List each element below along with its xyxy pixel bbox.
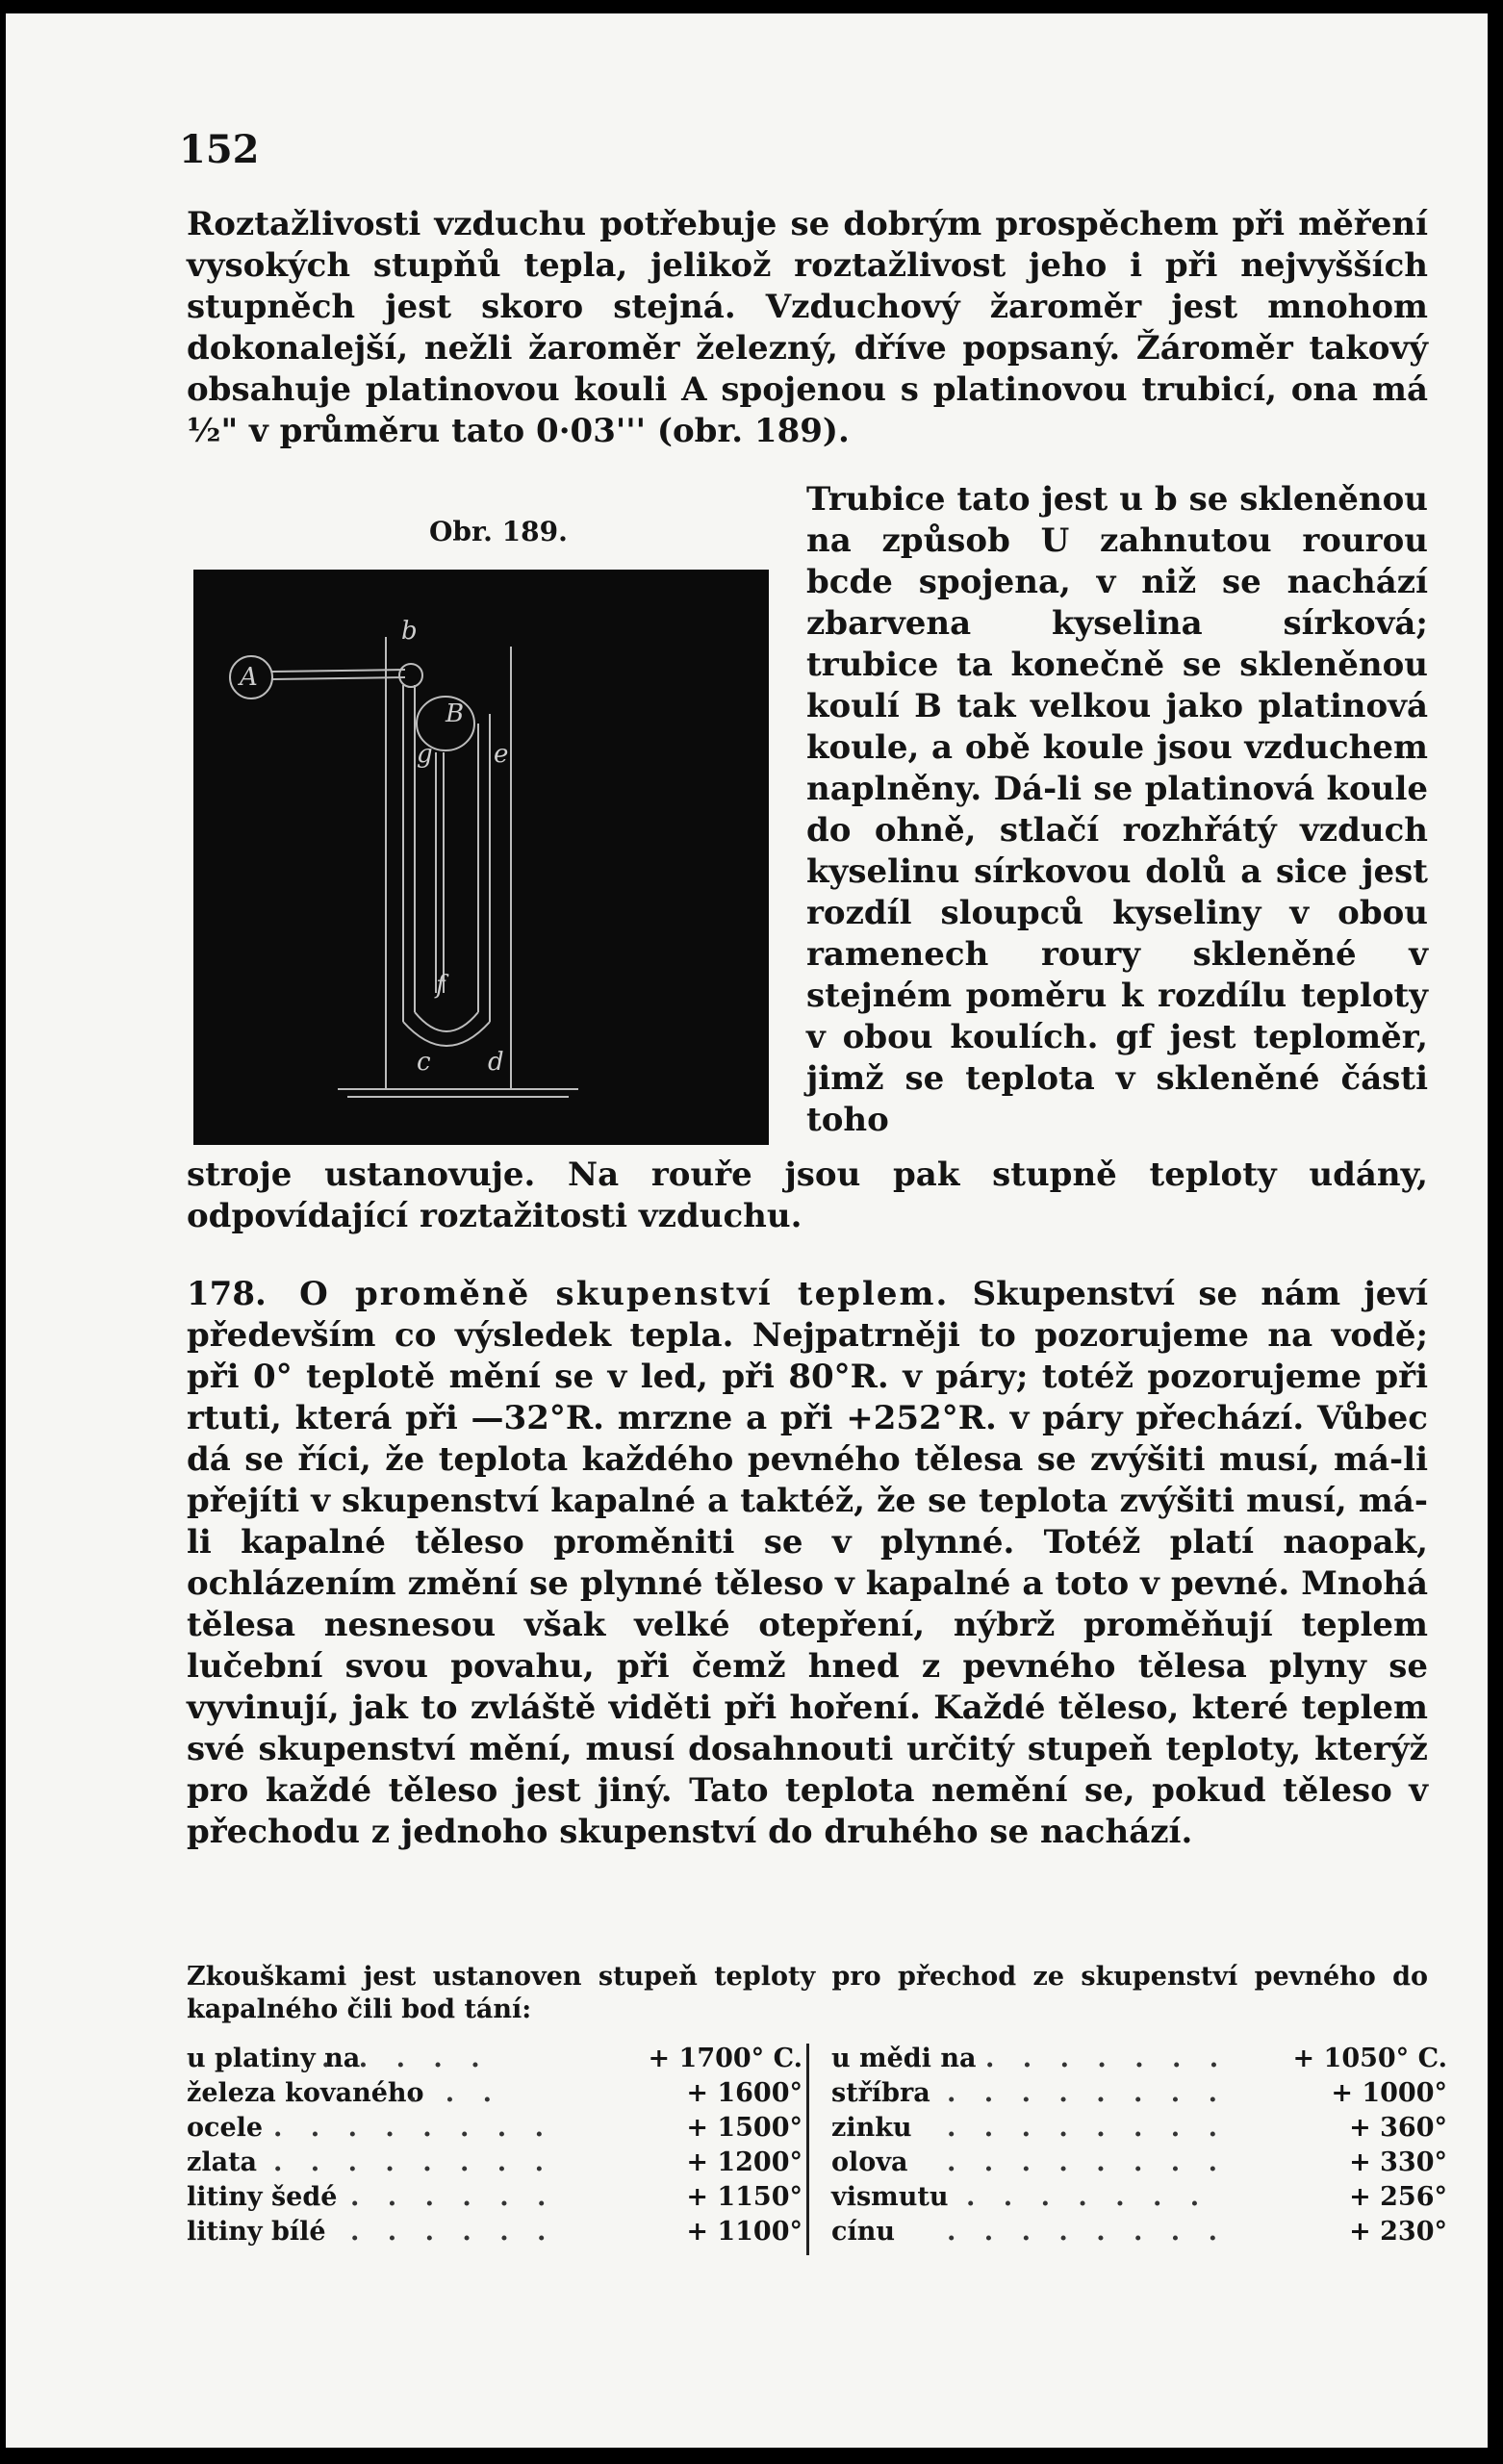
table-row: ocele . . . . . . . . + 1500° [187,2113,802,2143]
paragraph-continuation: stroje ustanovuje. Na rouře jsou pak stupně teploty udány, odpovídající roztažitosti vzduchu. [187,1156,1428,1235]
table-divider [806,2044,809,2255]
label-b-large: B [446,699,465,728]
section-heading: O proměně skupenství teplem. [299,1275,950,1313]
figure-caption: Obr. 189. [429,516,568,547]
table-intro: Zkouškami jest ustanoven stupeň teploty pro přechod ze skupenství pevného do kapalného čili bod tání: [187,1962,1428,2024]
table-row: olova . . . . . . . . + 330° [831,2147,1447,2177]
paragraph-top: Roztažlivosti vzduchu potřebuje se dobrým prospěchem při měření vysokých stupňů tepla, jelikož roztažlivost jeho i při nejvyšších stupněch jest skoro stejná. Vzduchový žaroměr jest mnohom dokonalejší, nežli žaroměr železný, dříve popsaný. Žároměr takový obsahuje platinovou kouli A spojenou s platinovou trubicí, ona má ½" v průměru tato 0·03''' (obr. 189). [187,205,1428,450]
page-number: 152 [179,127,260,172]
table-row: litiny bílé . . . . . . + 1100° [187,2217,802,2247]
table-row: cínu . . . . . . . . + 230° [831,2217,1447,2247]
table-row: vismutu . . . . . . . + 256° [831,2182,1447,2212]
table-row: u mědi na . . . . . . . + 1050° C. [831,2044,1447,2073]
label-e: e [494,740,509,769]
side-text: Trubice tato jest u b se skleněnou na způsob U zahnutou rourou bcde spojena, v niž se nachází zbarvena kyselina sírková; trubice ta konečně se skleněnou koulí B tak velkou jako platinová koule, a obě koule jsou vzduchem naplněny. Dá-li se platinová koule do ohně, stlačí rozhřátý vzduch kyselinu sírkovou dolů a sice jest rozdíl sloupců kyseliny v obou ramenech roury skleněné v stejném poměru k rozdílu teploty v obou koulích. gf jest teploměr, jimž se teplota v skleněné části toho [806,480,1428,1139]
melting-table-right [831,2042,1447,2249]
air-thermometer-illustration [193,570,769,1145]
table-row: zinku . . . . . . . . + 360° [831,2113,1447,2143]
figure-air-thermometer [193,570,769,1145]
label-d: d [488,1048,504,1077]
label-g: g [417,740,433,769]
table-row: zlata . . . . . . . . + 1200° [187,2147,802,2177]
melting-table-left [187,2042,802,2249]
table-row: litiny šedé . . . . . . + 1150° [187,2182,802,2212]
label-b-small: b [401,617,418,646]
section-body: Skupenství se nám jeví především co výsledek tepla. Nejpatrněji to pozorujeme na vodě; při 0° teplotě mění se v led, při 80°R. v páry; totéž pozorujeme při rtuti, která při —32°R. mrzne a při +252°R. v páry přechází. Vůbec dá se říci, že teplota každého pevného tělesa se zvýšiti musí, má-li přejíti v skupenství kapalné a taktéž, že se teplota zvýšiti musí, má-li kapalné těleso proměniti se v plynné. Totéž platí naopak, ochlázením změní se plynné těleso v kapalné a toto v pevné. Mnohá tělesa nesnesou však velké otepření, nýbrž proměňují teplem lučební svou povahu, při čemž hned z pevného tělesa plyny se vyvinují, jak to zvláště viděti při hoření. Každé těleso, které teplem své skupenství mění, musí dosahnouti určitý stupeň teploty, kterýž pro každé těleso jest jiný. Tato teplota nemění se, pokud těleso v přechodu z jednoho skupenství do druhého se nachází. [187,1275,1428,1851]
label-a: A [240,663,258,692]
label-c: c [417,1048,431,1077]
section-178 [187,1274,1428,1853]
table-row: u platiny na . . . . . + 1700° C. [187,2044,802,2073]
book-page [6,13,1488,2448]
label-f: f [436,971,446,1000]
table-row: stříbra . . . . . . . . + 1000° [831,2078,1447,2108]
section-number: 178. [187,1275,267,1313]
table-row: železa kovaného . . . + 1600° [187,2078,802,2108]
